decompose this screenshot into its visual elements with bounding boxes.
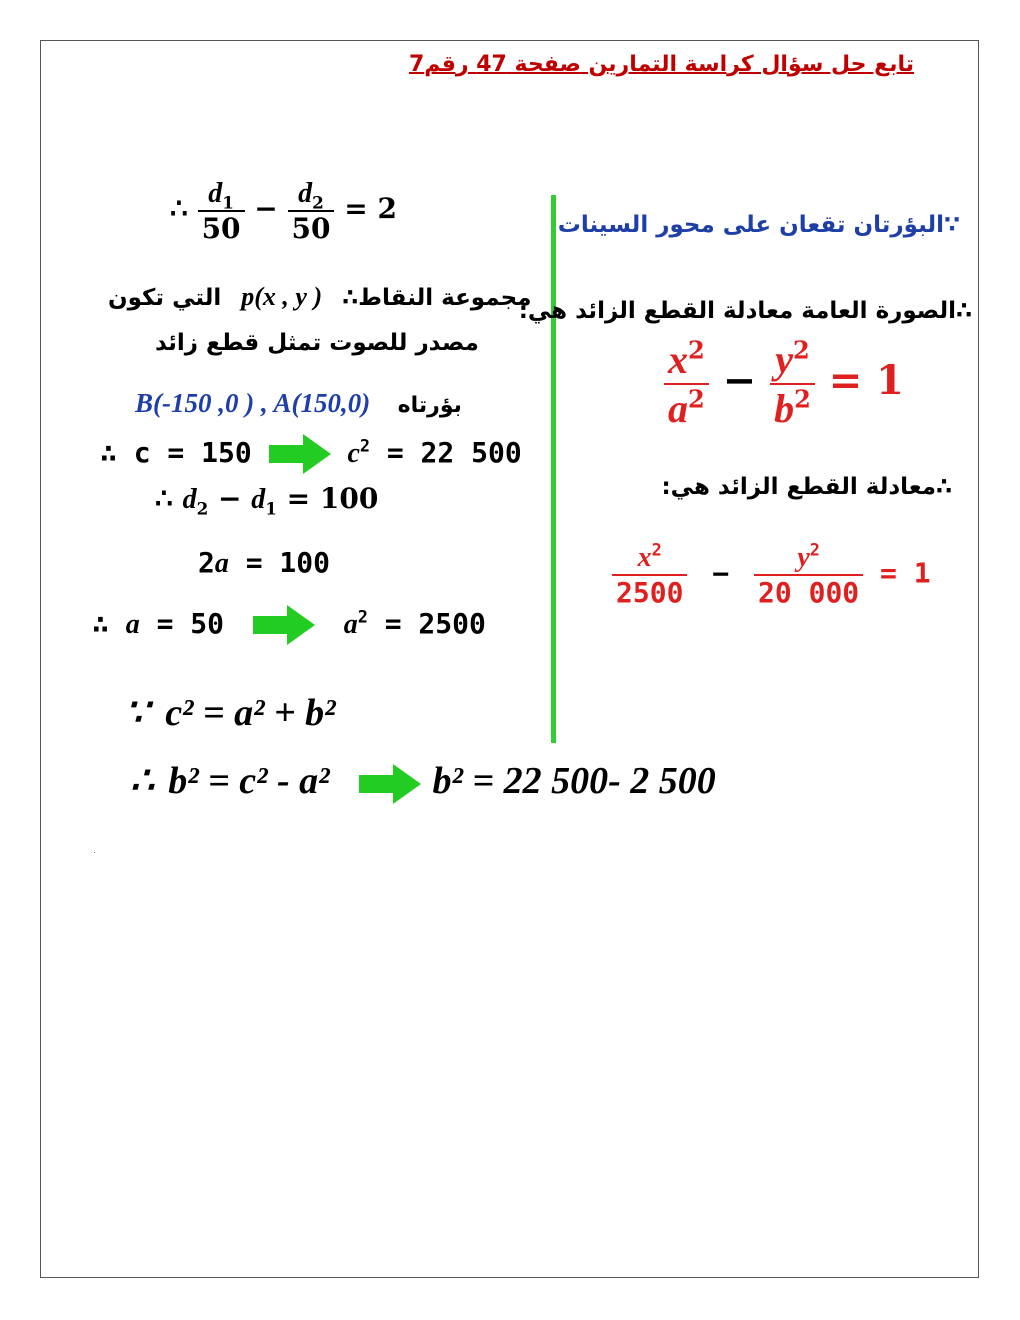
point-set-line-1: التي تكون p(x , y ) ∴مجموعة النقاط xyxy=(108,282,532,311)
b-squared-line: ∴ b² = c² - a² b² = 22 500- 2 500 xyxy=(130,758,716,804)
because-line: ∵ c² = a² + b² xyxy=(125,692,336,734)
column-divider xyxy=(551,195,556,743)
fraction-y2-over-20000: $\frac{y^2}{20 000}$ xyxy=(754,540,863,609)
fraction-d1-over-50: $\frac{d_1}{50}$ xyxy=(198,176,245,245)
distance-difference-line: ∴ $d_2 - d_1 = 100$ xyxy=(155,482,379,519)
fraction-x2-over-2500: $\frac{x^2}{2500}$ xyxy=(612,540,687,609)
a-value-line: ∴ a = 50 $a^2 = 2500$ xyxy=(92,605,486,645)
general-form-statement: ∴الصورة العامة معادلة القطع الزائد هي: xyxy=(518,298,972,324)
right-arrow-icon xyxy=(269,434,331,474)
minus-sign: − xyxy=(254,192,278,225)
page-title: تابع حل سؤال كراسة التمارين صفحة 47 رقم7 xyxy=(408,52,914,77)
fraction-d2-over-50: $\frac{d_2}{50}$ xyxy=(288,176,335,245)
equation-label: ∴معادلة القطع الزائد هي: xyxy=(661,474,952,500)
right-arrow-icon xyxy=(253,605,315,645)
therefore-symbol: ∴ xyxy=(170,192,188,225)
fraction-y2-over-b2: $\frac{y^2}{b^2}$ xyxy=(770,336,815,432)
stray-dot xyxy=(94,852,95,853)
foci-line: B(-150 ,0 ) , A(150,0) بؤرتاه xyxy=(135,388,462,418)
foci-axis-statement: ∵البؤرتان تقعان على محور السينات xyxy=(557,212,960,238)
c-value-line: ∴ c = 150 $c^2 = 22$ 500 xyxy=(100,434,522,474)
equals-two: = 2 xyxy=(344,192,397,225)
fraction-x2-over-a2: $\frac{x^2}{a^2}$ xyxy=(664,336,709,432)
general-equation: $\frac{x^2}{a^2}$ − $\frac{y^2}{b^2}$ = 1 xyxy=(664,336,904,432)
point-set-line-2: مصدر للصوت تمثل قطع زائد xyxy=(155,330,479,356)
final-equation: $\frac{x^2}{2500}$ − $\frac{y^2}{20 000}$ = 1 xyxy=(612,540,931,609)
equation-distance-ratio xyxy=(170,176,397,245)
right-arrow-icon xyxy=(359,764,421,804)
two-a-line: 2a = 100 xyxy=(198,546,331,579)
